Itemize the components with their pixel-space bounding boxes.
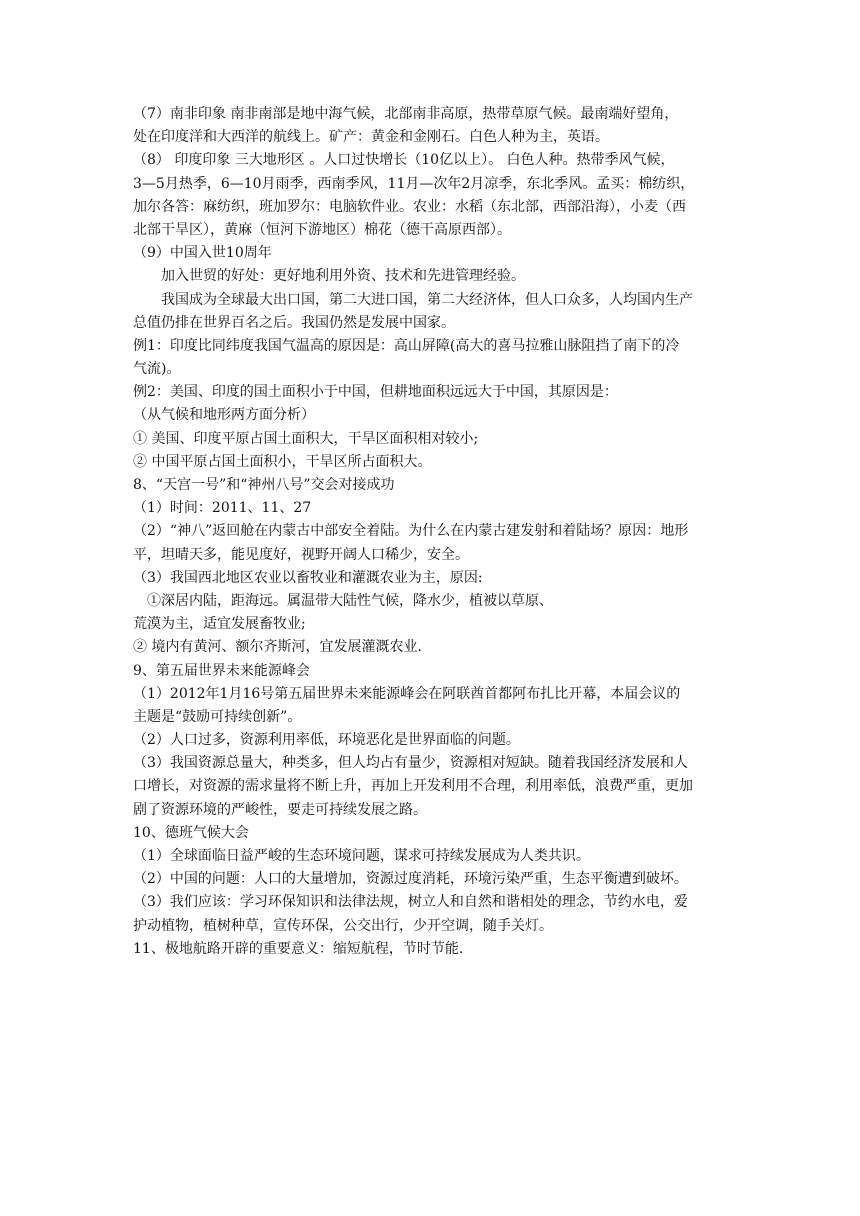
- text-line: 口增长，对资源的需求量将不断上升，再加上开发利用不合理，利用率低，浪费严重，更加: [133, 778, 693, 795]
- list-item: ① 美国、印度平原占国土面积大，干旱区面积相对较小;: [133, 430, 479, 447]
- section-heading: 8、“天宫一号”和“神州八号”交会对接成功: [133, 477, 395, 493]
- text-line: （3）我们应该：学习环保知识和法律法规，树立人和自然和谐相处的理念，节约水电，爱: [133, 894, 688, 911]
- text-line: 总值仍排在世界百名之后。我国仍然是发展中国家。: [133, 314, 455, 331]
- text-line: （7）南非印象 南非南部是地中海气候，北部南非高原，热带草原气候。最南端好望角，: [133, 106, 679, 122]
- text-line: 平，坦晴天多，能见度好，视野开阔人口稀少，安全。: [133, 546, 469, 563]
- text-line: 护动植物，植树种草，宣传环保，公交出行，少开空调，随手关灯。: [133, 917, 553, 934]
- list-item: ② 中国平原占国土面积小，干旱区所占面积大。: [133, 453, 432, 470]
- text-line: 主题是“鼓励可持续创新”。: [133, 708, 302, 725]
- text-line: 3—5月热季，6—10月雨季，西南季风，11月—次年2月凉季，东北季风。孟买：棉纺织，: [133, 175, 695, 192]
- text-line: 气流)。: [133, 361, 181, 378]
- section-heading: 10、德班气候大会: [133, 824, 249, 841]
- list-item: ② 境内有黄河、额尔齐斯河，宜发展灌溉农业.: [133, 639, 422, 656]
- text-line: （2）中国的问题：人口的大量增加，资源过度消耗，环境污染严重，生态平衡遭到破坏。: [133, 871, 688, 888]
- text-line: 我国成为全球最大出口国，第二大进口国，第二大经济体，但人口众多，人均国内生产: [161, 291, 693, 308]
- text-line: 北部干旱区），黄麻（恒河下游地区）棉花（德干高原西部）。: [133, 221, 511, 238]
- document-page: [133, 103, 733, 961]
- text-line: （2）“神八”返回舱在内蒙古中部安全着陆。为什么在内蒙古建发射和着陆场？原因：地形: [133, 523, 689, 540]
- text-line: （3）我国西北地区农业以畜牧业和灌溉农业为主，原因:: [133, 569, 483, 586]
- text-line: （从气候和地形两方面分析）: [133, 407, 315, 424]
- text-line: （1）2012年1月16号第五届世界未来能源峰会在阿联酋首都阿布扎比开幕，本届会议的: [133, 685, 681, 702]
- text-line: 剧了资源环境的严峻性，要走可持续发展之路。: [133, 801, 427, 818]
- text-line: 处在印度洋和大西洋的航线上。矿产：黄金和金刚石。白色人种为主，英语。: [133, 129, 609, 146]
- example-line: 例1：印度比同纬度我国气温高的原因是：高山屏障(高大的喜马拉雅山脉阻挡了南下的冷: [133, 337, 680, 354]
- text-line: （3）我国资源总量大，种类多，但人均占有量少，资源相对短缺。随着我国经济发展和人: [133, 755, 688, 772]
- text-line: 荒漠为主，适宜发展畜牧业;: [133, 616, 306, 633]
- text-line: （1）全球面临日益严峻的生态环境问题，谋求可持续发展成为人类共识。: [133, 848, 590, 864]
- list-item: ①深居内陆，距海远。属温带大陆性气候，降水少，植被以草原、: [147, 592, 553, 609]
- text-line: （2）人口过多，资源利用率低，环境恶化是世界面临的问题。: [133, 732, 520, 749]
- text-line: 加尔各答：麻纺织，班加罗尔：电脑软件业。农业：水稻（东北部，西部沿海），小麦（西: [133, 198, 686, 215]
- section-heading: 11、极地航路开辟的重要意义：缩短航程，节时节能.: [133, 940, 464, 957]
- text-line: （1）时间：2011、11、27: [133, 500, 312, 517]
- example-line: 例2：美国、印度的国土面积小于中国，但耕地面积远远大于中国，其原因是：: [133, 384, 618, 401]
- text-line: 加入世贸的好处：更好地利用外资、技术和先进管理经验。: [161, 268, 525, 285]
- text-line: （8） 印度印象 三大地形区 。人口过快增长（10亿以上）。 白色人种。热带季风气候，: [133, 152, 675, 169]
- section-heading: （9）中国入世10周年: [133, 245, 272, 262]
- section-heading: 9、第五届世界未来能源峰会: [133, 662, 310, 679]
